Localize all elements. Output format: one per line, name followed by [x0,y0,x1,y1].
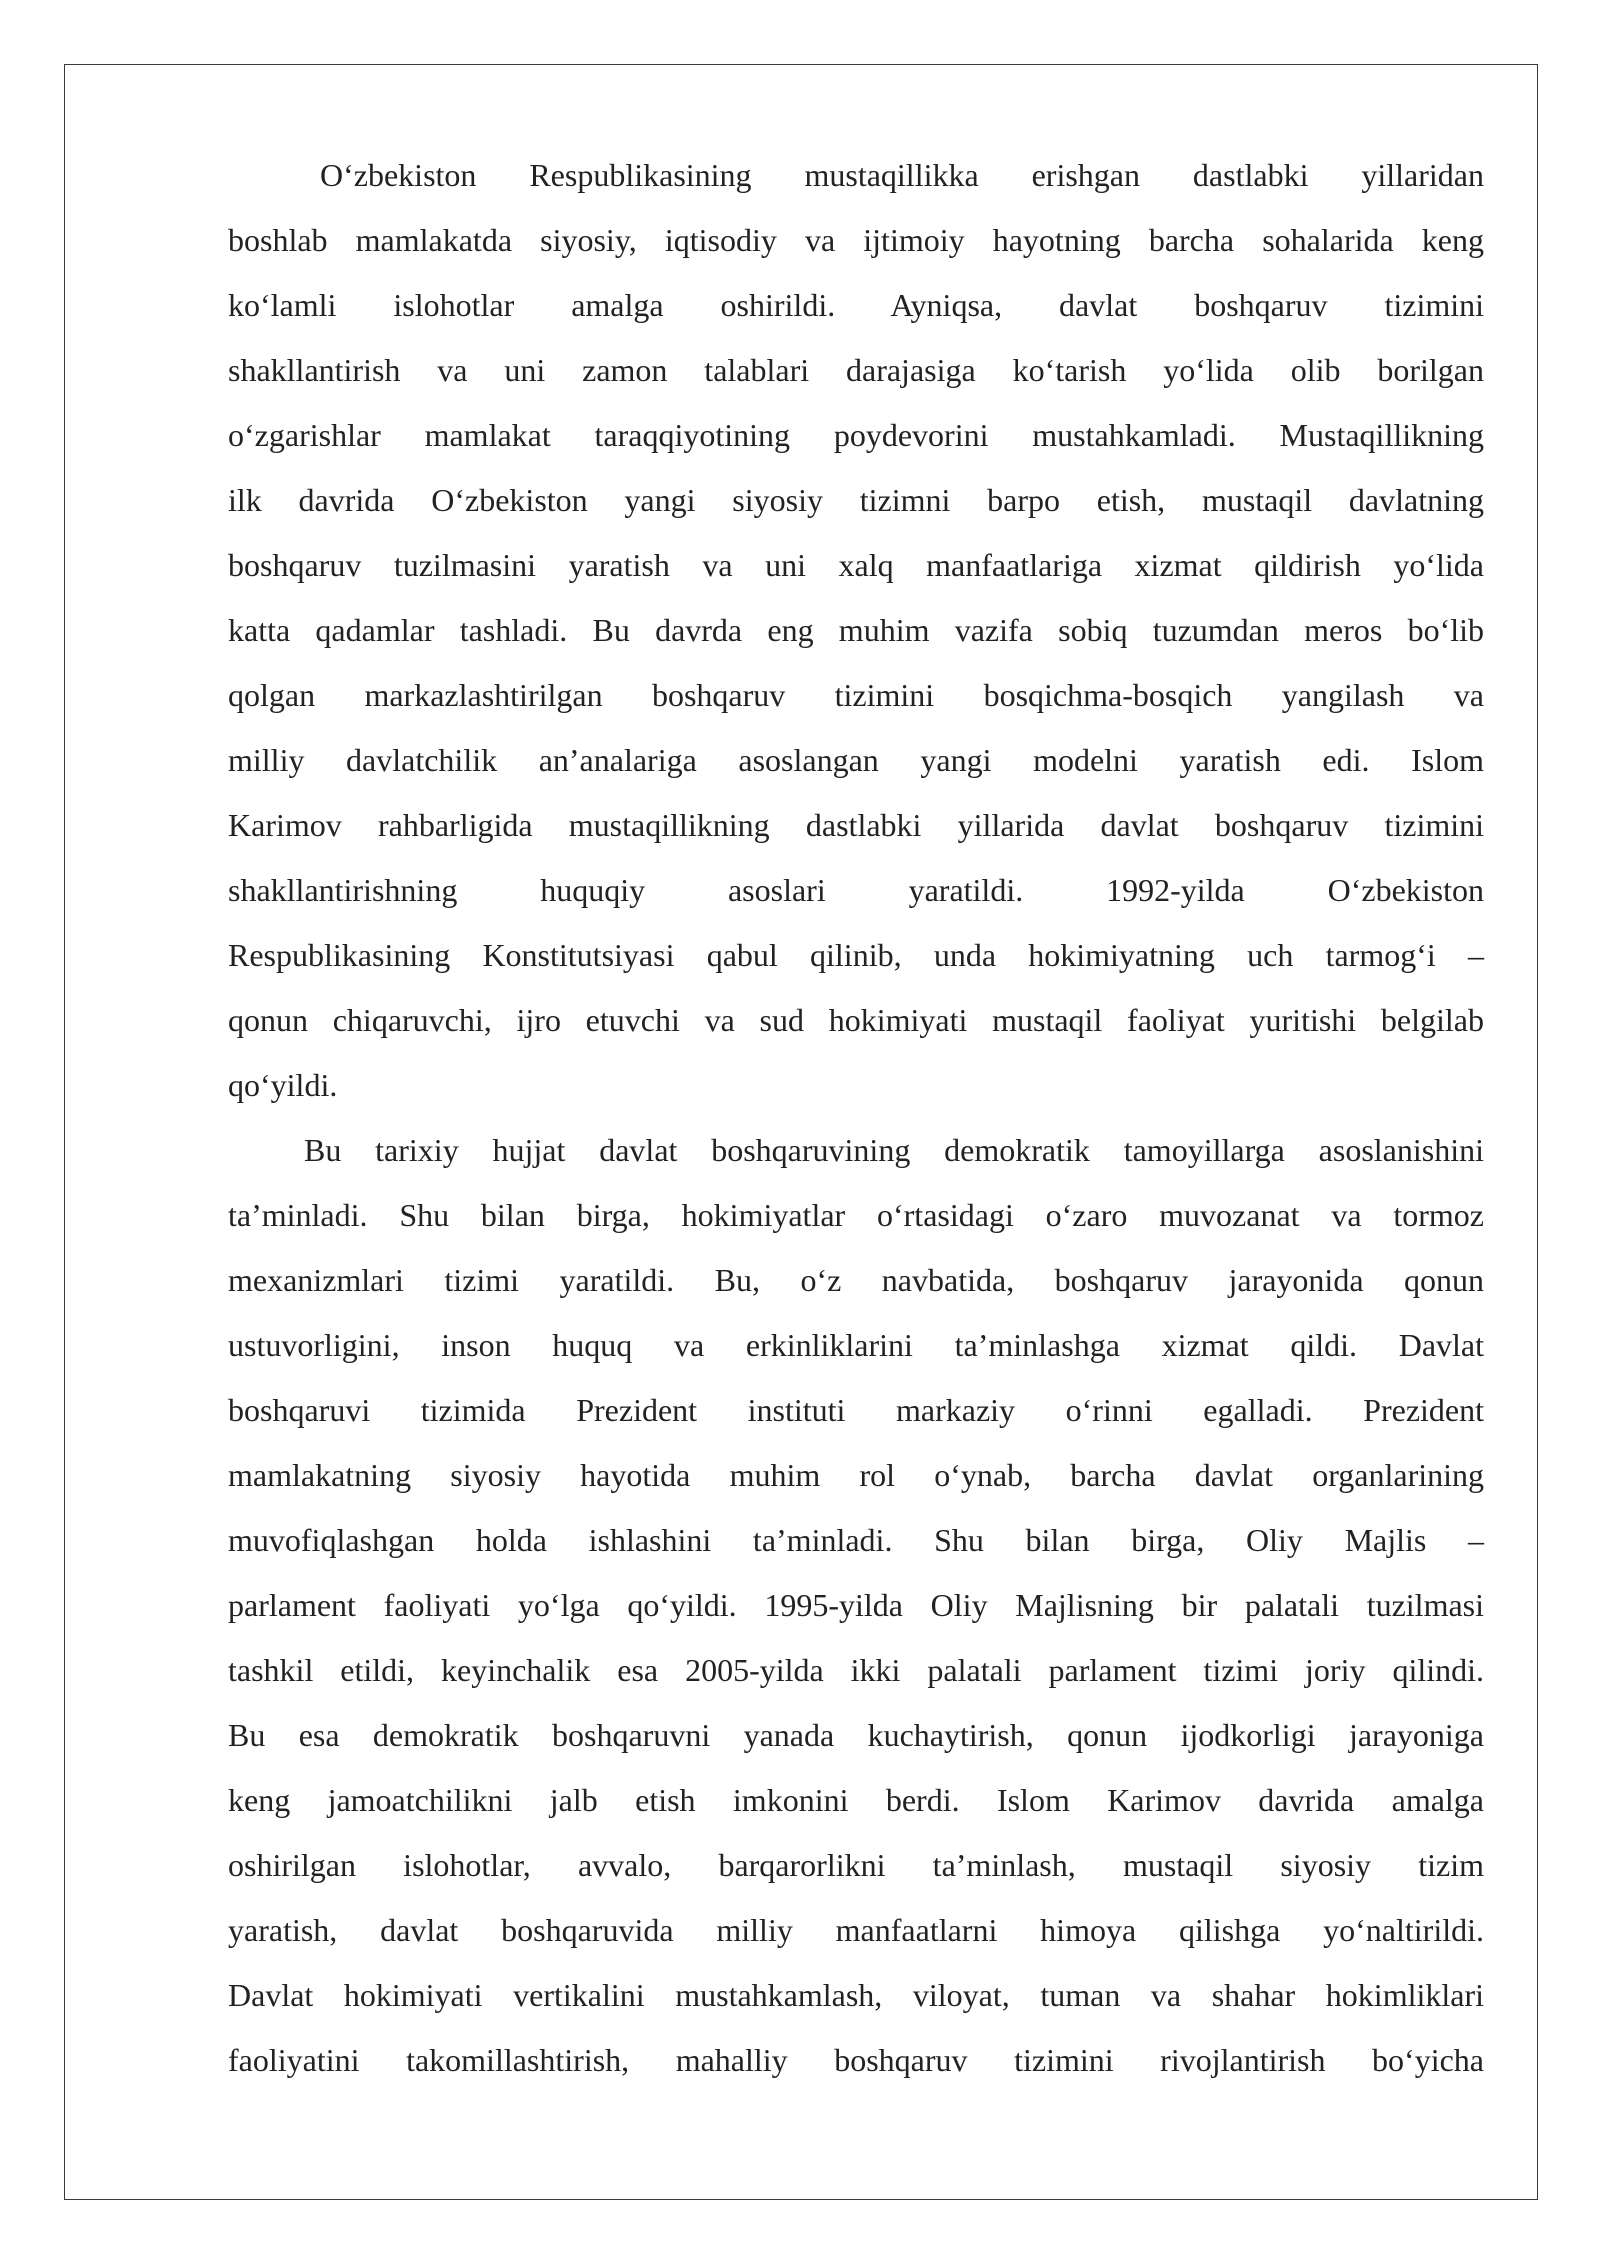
paragraph-line: shakllantirish va uni zamon talablari darajasiga ko‘tarish yo‘lida olib borilgan [228,352,1484,388]
paragraph-line: O‘zbekiston Respublikasining mustaqillikka erishgan dastlabki yillaridan [320,157,1484,193]
paragraph-line: qo‘yildi. [228,1067,338,1103]
paragraph-line: parlament faoliyati yo‘lga qo‘yildi. 1995-yilda Oliy Majlisning bir palatali tuzilmasi [228,1587,1484,1623]
paragraph-line: faoliyatini takomillashtirish, mahalliy boshqaruv tizimini rivojlantirish bo‘yicha [228,2042,1484,2078]
paragraph-line: Karimov rahbarligida mustaqillikning dastlabki yillarida davlat boshqaruv tizimini [228,807,1484,843]
paragraph-line: muvofiqlashgan holda ishlashini ta’minladi. Shu bilan birga, Oliy Majlis – [228,1522,1484,1558]
paragraph-line: keng jamoatchilikni jalb etish imkonini berdi. Islom Karimov davrida amalga [228,1782,1484,1818]
paragraph-line: milliy davlatchilik an’analariga asoslangan yangi modelni yaratish edi. Islom [228,742,1484,778]
paragraph-line: shakllantirishning huquqiy asoslari yaratildi. 1992-yilda O‘zbekiston [228,872,1484,908]
paragraph-line: tashkil etildi, keyinchalik esa 2005-yilda ikki palatali parlament tizimi joriy qilindi. [228,1652,1484,1688]
paragraph-line: Bu esa demokratik boshqaruvni yanada kuchaytirish, qonun ijodkorligi jarayoniga [228,1717,1484,1753]
paragraph-line: boshqaruvi tizimida Prezident instituti markaziy o‘rinni egalladi. Prezident [228,1392,1484,1428]
paragraph-line: o‘zgarishlar mamlakat taraqqiyotining poydevorini mustahkamladi. Mustaqillikning [228,417,1484,453]
paragraph-line: ustuvorligini, inson huquq va erkinliklarini ta’minlashga xizmat qildi. Davlat [228,1327,1484,1363]
paragraph-line: Respublikasining Konstitutsiyasi qabul qilinib, unda hokimiyatning uch tarmog‘i – [228,937,1484,973]
paragraph-line: yaratish, davlat boshqaruvida milliy manfaatlarni himoya qilishga yo‘naltirildi. [228,1912,1484,1948]
paragraph-2 [228,1118,1484,2093]
paragraph-line: qolgan markazlashtirilgan boshqaruv tizimini bosqichma-bosqich yangilash va [228,677,1484,713]
paragraph-line: ko‘lamli islohotlar amalga oshirildi. Ayniqsa, davlat boshqaruv tizimini [228,287,1484,323]
paragraph-line: boshlab mamlakatda siyosiy, iqtisodiy va ijtimoiy hayotning barcha sohalarida keng [228,222,1484,258]
document-body [228,143,1484,2093]
paragraph-line: katta qadamlar tashladi. Bu davrda eng muhim vazifa sobiq tuzumdan meros bo‘lib [228,612,1484,648]
paragraph-line: mexanizmlari tizimi yaratildi. Bu, o‘z navbatida, boshqaruv jarayonida qonun [228,1262,1484,1298]
paragraph-line: ilk davrida O‘zbekiston yangi siyosiy tizimni barpo etish, mustaqil davlatning [228,482,1484,518]
paragraph-1 [228,143,1484,1118]
paragraph-line: boshqaruv tuzilmasini yaratish va uni xalq manfaatlariga xizmat qildirish yo‘lida [228,547,1484,583]
paragraph-line: mamlakatning siyosiy hayotida muhim rol o‘ynab, barcha davlat organlarining [228,1457,1484,1493]
paragraph-line: Bu tarixiy hujjat davlat boshqaruvining demokratik tamoyillarga asoslanishini [304,1132,1484,1168]
paragraph-line: ta’minladi. Shu bilan birga, hokimiyatlar o‘rtasidagi o‘zaro muvozanat va tormoz [228,1197,1484,1233]
paragraph-line: Davlat hokimiyati vertikalini mustahkamlash, viloyat, tuman va shahar hokimliklari [228,1977,1484,2013]
paragraph-line: qonun chiqaruvchi, ijro etuvchi va sud hokimiyati mustaqil faoliyat yuritishi belgilab [228,1002,1484,1038]
paragraph-line: oshirilgan islohotlar, avvalo, barqarorlikni ta’minlash, mustaqil siyosiy tizim [228,1847,1484,1883]
